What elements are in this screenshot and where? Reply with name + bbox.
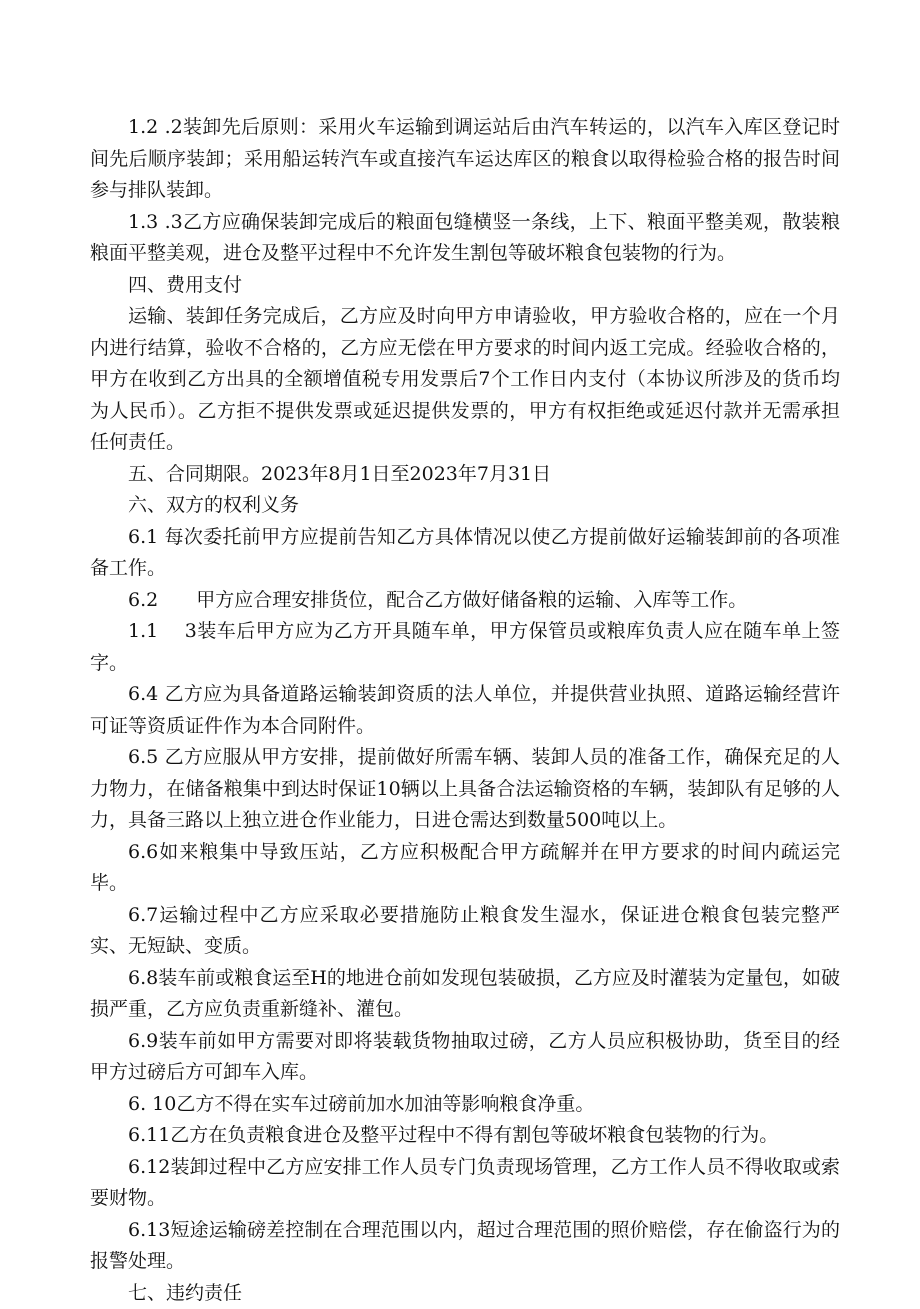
clause-6-9: 6.9装车前如甲方需要对即将装载货物抽取过磅，乙方人员应积极协助，货至目的经甲方过磅后方可卸车入库。 bbox=[90, 1026, 840, 1089]
clause-6-4: 6.4 乙方应为具备道路运输装卸资质的法人单位，并提供营业执照、道路运输经营许可证等资质证件作为本合同附件。 bbox=[90, 679, 840, 742]
clause-6-5: 6.5 乙方应服从甲方安排，提前做好所需车辆、装卸人员的准备工作，确保充足的人力物力，在储备粮集中到达时保证10辆以上具备合法运输资格的车辆，装卸队有足够的人力，具备三路以上独立进仓作业能力，日进仓需达到数量500吨以上。 bbox=[90, 742, 840, 837]
clause-1-2-2: 1.2 .2装卸先后原则：采用火车运输到调运站后由汽车转运的，以汽车入库区登记时间先后顺序装卸；采用船运转汽车或直接汽车运达库区的粮食以取得检验合格的报告时间参与排队装卸。 bbox=[90, 112, 840, 207]
clause-6-1: 6.1 每次委托前甲方应提前告知乙方具体情况以使乙方提前做好运输装卸前的各项准备工作。 bbox=[90, 522, 840, 585]
clause-1-3-3: 1.3 .3乙方应确保装卸完成后的粮面包缝横竖一条线，上下、粮面平整美观，散装粮粮面平整美观，进仓及整平过程中不允许发生割包等破坏粮食包装物的行为。 bbox=[90, 207, 840, 270]
section-heading-breach-liability: 七、违约责任 bbox=[90, 1278, 840, 1309]
clause-6-6: 6.6如来粮集中导致压站，乙方应积极配合甲方疏解并在甲方要求的时间内疏运完毕。 bbox=[90, 837, 840, 900]
clause-1-1-3: 1.1 3装车后甲方应为乙方开具随车单，甲方保管员或粮库负责人应在随车单上签字。 bbox=[90, 616, 840, 679]
clause-6-12: 6.12装卸过程中乙方应安排工作人员专门负责现场管理，乙方工作人员不得收取或索要财物。 bbox=[90, 1152, 840, 1215]
clause-6-8: 6.8装车前或粮食运至H的地进仓前如发现包装破损，乙方应及时灌装为定量包，如破损严重，乙方应负责重新缝补、灌包。 bbox=[90, 963, 840, 1026]
section-heading-rights-obligations: 六、双方的权利义务 bbox=[90, 490, 840, 522]
clause-fee-payment: 运输、装卸任务完成后，乙方应及时向甲方申请验收，甲方验收合格的，应在一个月内进行结算，验收不合格的，乙方应无偿在甲方要求的时间内返工完成。经验收合格的，甲方在收到乙方出具的全额增值税专用发票后7个工作日内支付（本协议所涉及的货币均为人民币）。乙方拒不提供发票或延迟提供发票的，甲方有权拒绝或延迟付款并无需承担任何责任。 bbox=[90, 301, 840, 459]
clause-6-13: 6.13短途运输磅差控制在合理范围以内，超过合理范围的照价赔偿，存在偷盗行为的报警处理。 bbox=[90, 1215, 840, 1278]
clause-6-11: 6.11乙方在负责粮食进仓及整平过程中不得有割包等破坏粮食包装物的行为。 bbox=[90, 1120, 840, 1152]
clause-6-2: 6.2 甲方应合理安排货位，配合乙方做好储备粮的运输、入库等工作。 bbox=[90, 585, 840, 617]
clause-6-7: 6.7运输过程中乙方应采取必要措施防止粮食发生湿水，保证进仓粮食包装完整严实、无短缺、变质。 bbox=[90, 900, 840, 963]
section-heading-contract-term: 五、合同期限。2023年8月1日至2023年7月31日 bbox=[90, 459, 840, 491]
contract-page bbox=[90, 112, 840, 1309]
clause-6-10: 6. 10乙方不得在实车过磅前加水加油等影响粮食净重。 bbox=[90, 1089, 840, 1121]
section-heading-fee-payment: 四、费用支付 bbox=[90, 270, 840, 302]
